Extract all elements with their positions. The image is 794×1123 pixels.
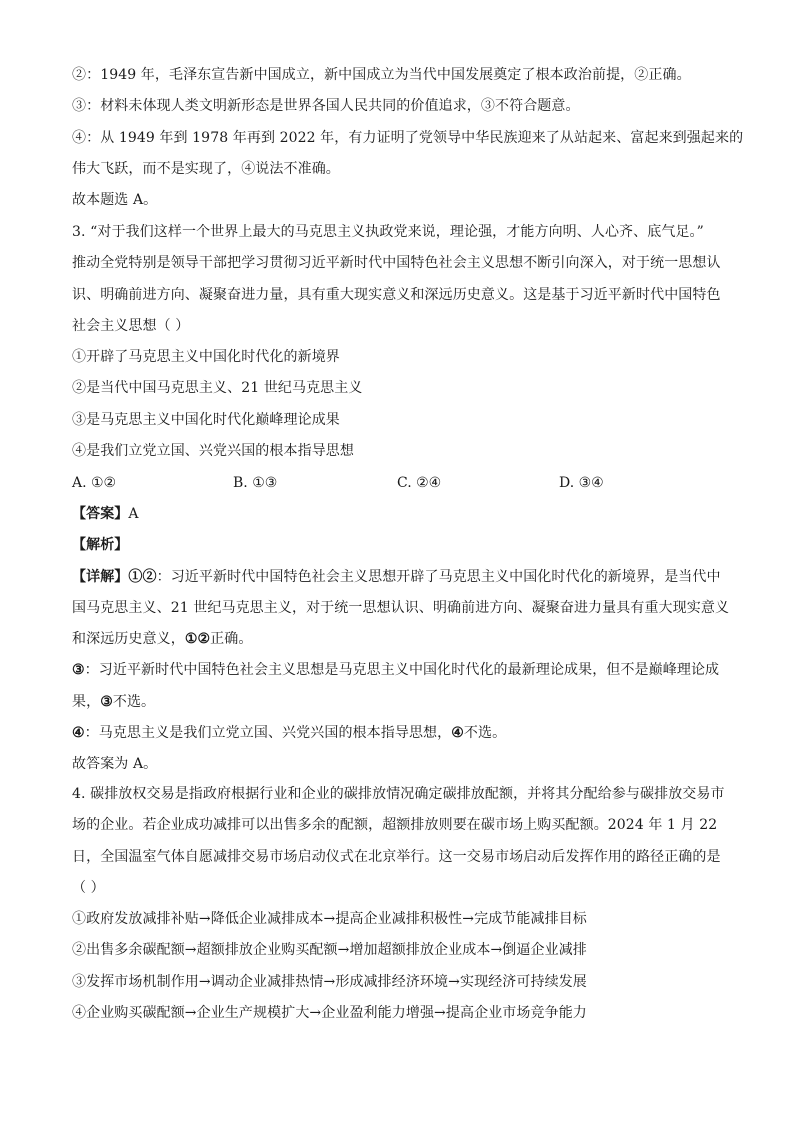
text-line: （ ） bbox=[72, 879, 105, 896]
answer-value: A bbox=[128, 506, 139, 522]
conclusion: 故答案为 A。 bbox=[72, 756, 158, 773]
text-line: 伟大飞跃，而不是实现了，④说法不准确。 bbox=[72, 160, 340, 177]
statement-item: ②出售多余碳配额→超额排放企业购买配额→增加超额排放企业成本→倒逼企业减排 bbox=[72, 942, 587, 959]
text-line: ③：材料未体现人类文明新形态是世界各国人民共同的价值追求，③不符合题意。 bbox=[72, 98, 580, 115]
detail-lead: ④ bbox=[72, 725, 85, 742]
detail-lead: ①② bbox=[184, 631, 211, 648]
detail-lead: ①② bbox=[128, 568, 157, 585]
statement-item: ③是马克思主义中国化时代化巅峰理论成果 bbox=[72, 411, 340, 428]
text-line: 推动全党特别是领导干部把学习贯彻习近平新时代中国特色社会主义思想不断引向深入，对于统一思想认 bbox=[72, 255, 721, 272]
detail-lead: ③ bbox=[100, 693, 113, 710]
text-line: 社会主义思想（ ） bbox=[72, 317, 190, 334]
detail-text: ：马克思主义是我们立党立国、兴党兴国的根本指导思想， bbox=[84, 725, 452, 742]
detail-lead: ③ bbox=[72, 662, 85, 679]
detail-text: 不选。 bbox=[112, 693, 156, 710]
detail-text: 不选。 bbox=[463, 725, 507, 742]
text-line: 国马克思主义、21 世纪马克思主义，对于统一思想认识、明确前进方向、凝聚奋进力量具有重大现实意义 bbox=[72, 599, 730, 616]
detail-text: ：习近平新时代中国特色社会主义思想开辟了马克思主义中国化时代化的新境界，是当代中 bbox=[156, 568, 721, 585]
question-3-options bbox=[72, 468, 724, 499]
text-line: ④：从 1949 年到 1978 年再到 2022 年，有力证明了党领导中华民族迎来了从站起来、富起来到强起来的 bbox=[72, 129, 744, 146]
option-d: D. ③④ bbox=[559, 475, 604, 491]
text-line: 故本题选 A。 bbox=[72, 192, 158, 209]
detail-lead: ④ bbox=[451, 725, 464, 742]
text-line: 3. “对于我们这样一个世界上最大的马克思主义执政党来说，理论强，才能方向明、人心齐、底气足。” bbox=[72, 224, 704, 240]
detail-text: ：习近平新时代中国特色社会主义思想是马克思主义中国化时代化的最新理论成果，但不是巅峰理论成 bbox=[84, 662, 720, 679]
detail-text: 和深远历史意义， bbox=[72, 631, 185, 648]
text-line: ②：1949 年，毛泽东宣告新中国成立，新中国成立为当代中国发展奠定了根本政治前提，②正确。 bbox=[72, 67, 691, 83]
statement-item: ①开辟了马克思主义中国化时代化的新境界 bbox=[72, 349, 340, 366]
question-4-stem bbox=[72, 779, 724, 1029]
statement-item: ④企业购买碳配额→企业生产规模扩大→企业盈利能力增强→提高企业市场竞争能力 bbox=[72, 1005, 587, 1022]
answer-label: 【答案】 bbox=[72, 506, 129, 522]
detail-label: 【详解】 bbox=[72, 568, 129, 585]
text-line: 识、明确前进方向、凝聚奋进力量，具有重大现实意义和深远历史意义。这是基于习近平新时代中国特色 bbox=[72, 286, 721, 303]
answer-line bbox=[72, 499, 724, 530]
statement-item: ③发挥市场机制作用→调动企业减排热情→形成减排经济环境→实现经济可持续发展 bbox=[72, 973, 587, 990]
detail-line bbox=[72, 562, 724, 593]
statement-item: ②是当代中国马克思主义、21 世纪马克思主义 bbox=[72, 380, 363, 397]
statement-item: ①政府发放减排补贴→降低企业减排成本→提高企业减排积极性→完成节能减排目标 bbox=[72, 911, 587, 928]
option-c: C. ②④ bbox=[397, 475, 442, 491]
previous-analysis bbox=[72, 60, 744, 216]
text-line: 4. 碳排放权交易是指政府根据行业和企业的碳排放情况确定碳排放配额，并将其分配给参与碳排放交易市 bbox=[72, 786, 725, 802]
statement-item: ④是我们立党立国、兴党兴国的根本指导思想 bbox=[72, 443, 354, 460]
analysis-label: 【解析】 bbox=[72, 537, 129, 554]
detail-text: 果， bbox=[72, 693, 101, 710]
detail-text: 正确。 bbox=[210, 631, 253, 648]
text-line bbox=[72, 655, 724, 686]
option-a: A. ①② bbox=[72, 475, 117, 491]
text-line bbox=[72, 687, 724, 718]
option-b: B. ①③ bbox=[233, 475, 278, 491]
question-3-solution bbox=[72, 499, 730, 781]
text-line bbox=[72, 718, 724, 749]
text-line bbox=[72, 624, 724, 655]
text-line: 日，全国温室气体自愿减排交易市场启动仪式在北京举行。这一交易市场启动后发挥作用的路径正确的是 bbox=[72, 848, 721, 865]
question-3-stem bbox=[72, 217, 724, 467]
text-line: 场的企业。若企业成功减排可以出售多余的配额，超额排放则要在碳市场上购买配额。2024 年 1 月 22 bbox=[72, 817, 718, 834]
